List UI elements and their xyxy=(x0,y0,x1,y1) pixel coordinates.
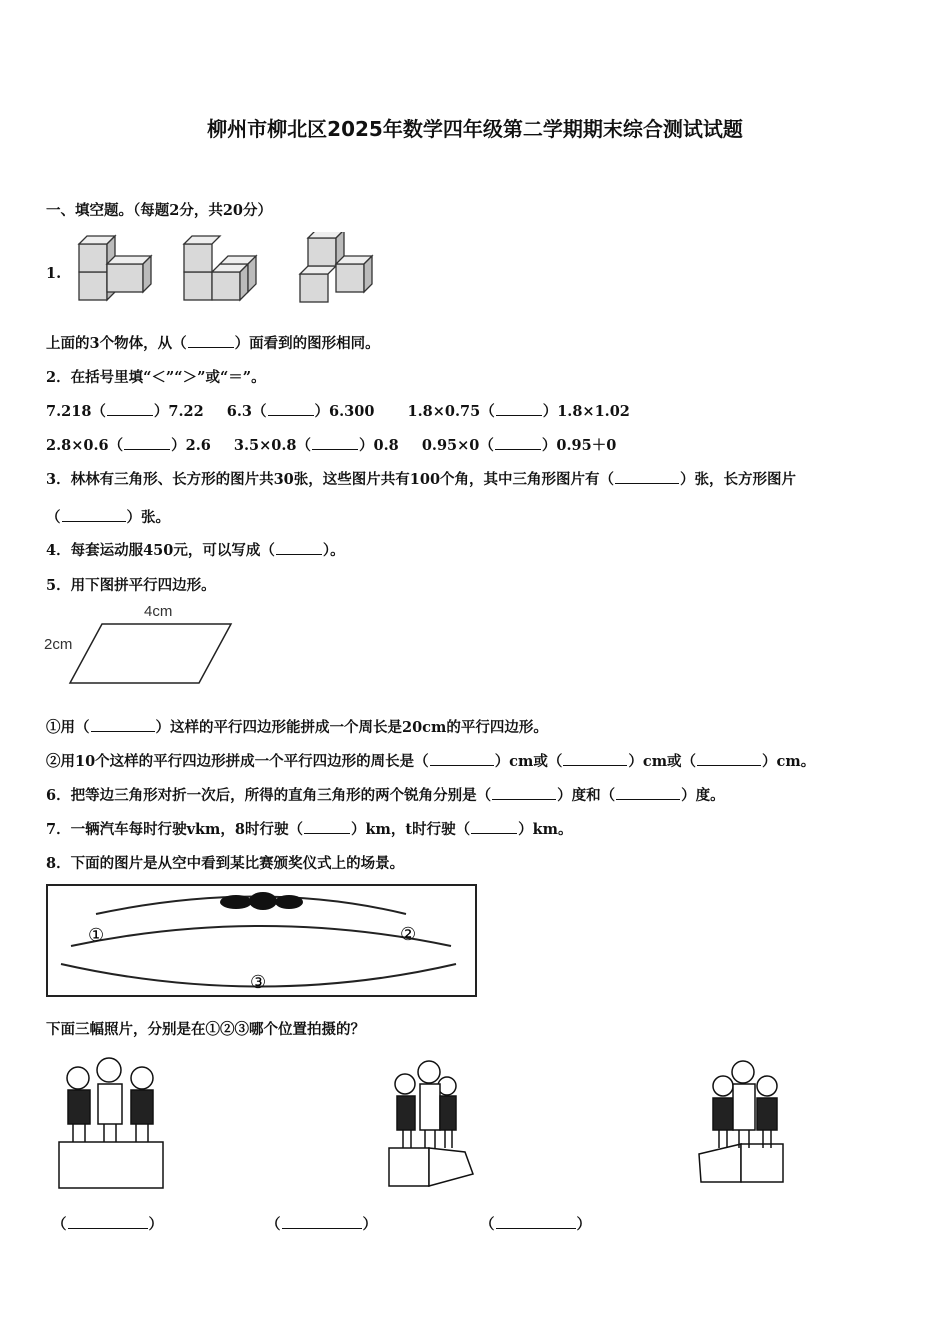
section-heading: 一、填空题。（每题2分，共20分） xyxy=(46,202,273,219)
answer-blank[interactable] xyxy=(188,334,234,348)
answer-blank[interactable] xyxy=(492,786,556,800)
q6-text: 6．把等边三角形对折一次后，所得的直角三角形的两个锐角分别是（ ）度和（ ）度。 xyxy=(46,787,725,804)
photo-1-answer: （ ） xyxy=(52,1216,163,1233)
answer-blank[interactable] xyxy=(496,1215,576,1229)
answer-blank[interactable] xyxy=(697,752,761,766)
page-title: 柳州市柳北区2025年数学四年级第二学期期末综合测试试题 xyxy=(207,117,743,141)
q2-row-2: 2.8×0.6（ ）2.6 3.5×0.8（ ）0.8 0.95×0（ ）0.95＋0 xyxy=(46,437,617,454)
q4-text: 4．每套运动服450元，可以写成（ ）。 xyxy=(46,542,345,559)
q2-row-1: 7.218（ ）7.22 6.3（ ）6.300 1.8×0.75（ ）1.8×1.02 xyxy=(46,403,630,420)
answer-blank[interactable] xyxy=(124,436,170,450)
photo-2-answer: （ ） xyxy=(266,1216,377,1233)
answer-blank[interactable] xyxy=(68,1215,148,1229)
answer-blank[interactable] xyxy=(615,470,679,484)
q5-sub-2: ②用10个这样的平行四边形拼成一个平行四边形的周长是（ ）cm或（ ）cm或（ ）cm。 xyxy=(46,753,816,770)
answer-blank[interactable] xyxy=(563,752,627,766)
answer-blank[interactable] xyxy=(495,436,541,450)
q2-text: 2．在括号里填“＜”“＞”或“＝”。 xyxy=(46,369,266,386)
answer-blank[interactable] xyxy=(268,402,314,416)
parallelogram-figure xyxy=(44,600,244,690)
answer-blank[interactable] xyxy=(616,786,680,800)
position-2-marker: ② xyxy=(400,924,417,945)
podium-photo-3 xyxy=(695,1056,790,1186)
answer-blank[interactable] xyxy=(304,820,350,834)
answer-blank[interactable] xyxy=(471,820,517,834)
position-1-marker: ① xyxy=(88,925,105,946)
answer-blank[interactable] xyxy=(282,1215,362,1229)
answer-blank[interactable] xyxy=(107,402,153,416)
podium-photo-1 xyxy=(56,1052,168,1192)
answer-blank[interactable] xyxy=(62,508,126,522)
cube-figures xyxy=(74,232,384,310)
q5-text: 5．用下图拼平行四边形。 xyxy=(46,577,216,594)
q5-sub-1: ①用（ ）这样的平行四边形能拼成一个周长是20cm的平行四边形。 xyxy=(46,719,548,736)
answer-blank[interactable] xyxy=(430,752,494,766)
q7-text: 7．一辆汽车每时行驶vkm，8时行驶（ ）km，t时行驶（ ）km。 xyxy=(46,821,573,838)
answer-blank[interactable] xyxy=(91,718,155,732)
q3-line-2: （ ）张。 xyxy=(46,509,170,526)
q8-question: 下面三幅照片，分别是在①②③哪个位置拍摄的？ xyxy=(46,1021,365,1038)
q1-number: 1. xyxy=(46,265,62,282)
position-3-marker: ③ xyxy=(250,972,267,993)
answer-blank[interactable] xyxy=(496,402,542,416)
q1-question: 上面的3个物体，从（ ）面看到的图形相同。 xyxy=(46,335,380,352)
q3-line-1: 3．林林有三角形、长方形的图片共30张，这些图片共有100个角，其中三角形图片有（ ）张，长方形图片 xyxy=(46,471,797,488)
q8-text: 8．下面的图片是从空中看到某比赛颁奖仪式上的场景。 xyxy=(46,855,405,872)
ceremony-aerial-figure xyxy=(46,884,478,999)
label-2cm: 2cm xyxy=(44,636,73,653)
podium-photo-2 xyxy=(385,1056,480,1190)
answer-blank[interactable] xyxy=(312,436,358,450)
answer-blank[interactable] xyxy=(276,541,322,555)
photo-3-answer: （ ） xyxy=(480,1216,591,1233)
label-4cm: 4cm xyxy=(144,603,173,620)
